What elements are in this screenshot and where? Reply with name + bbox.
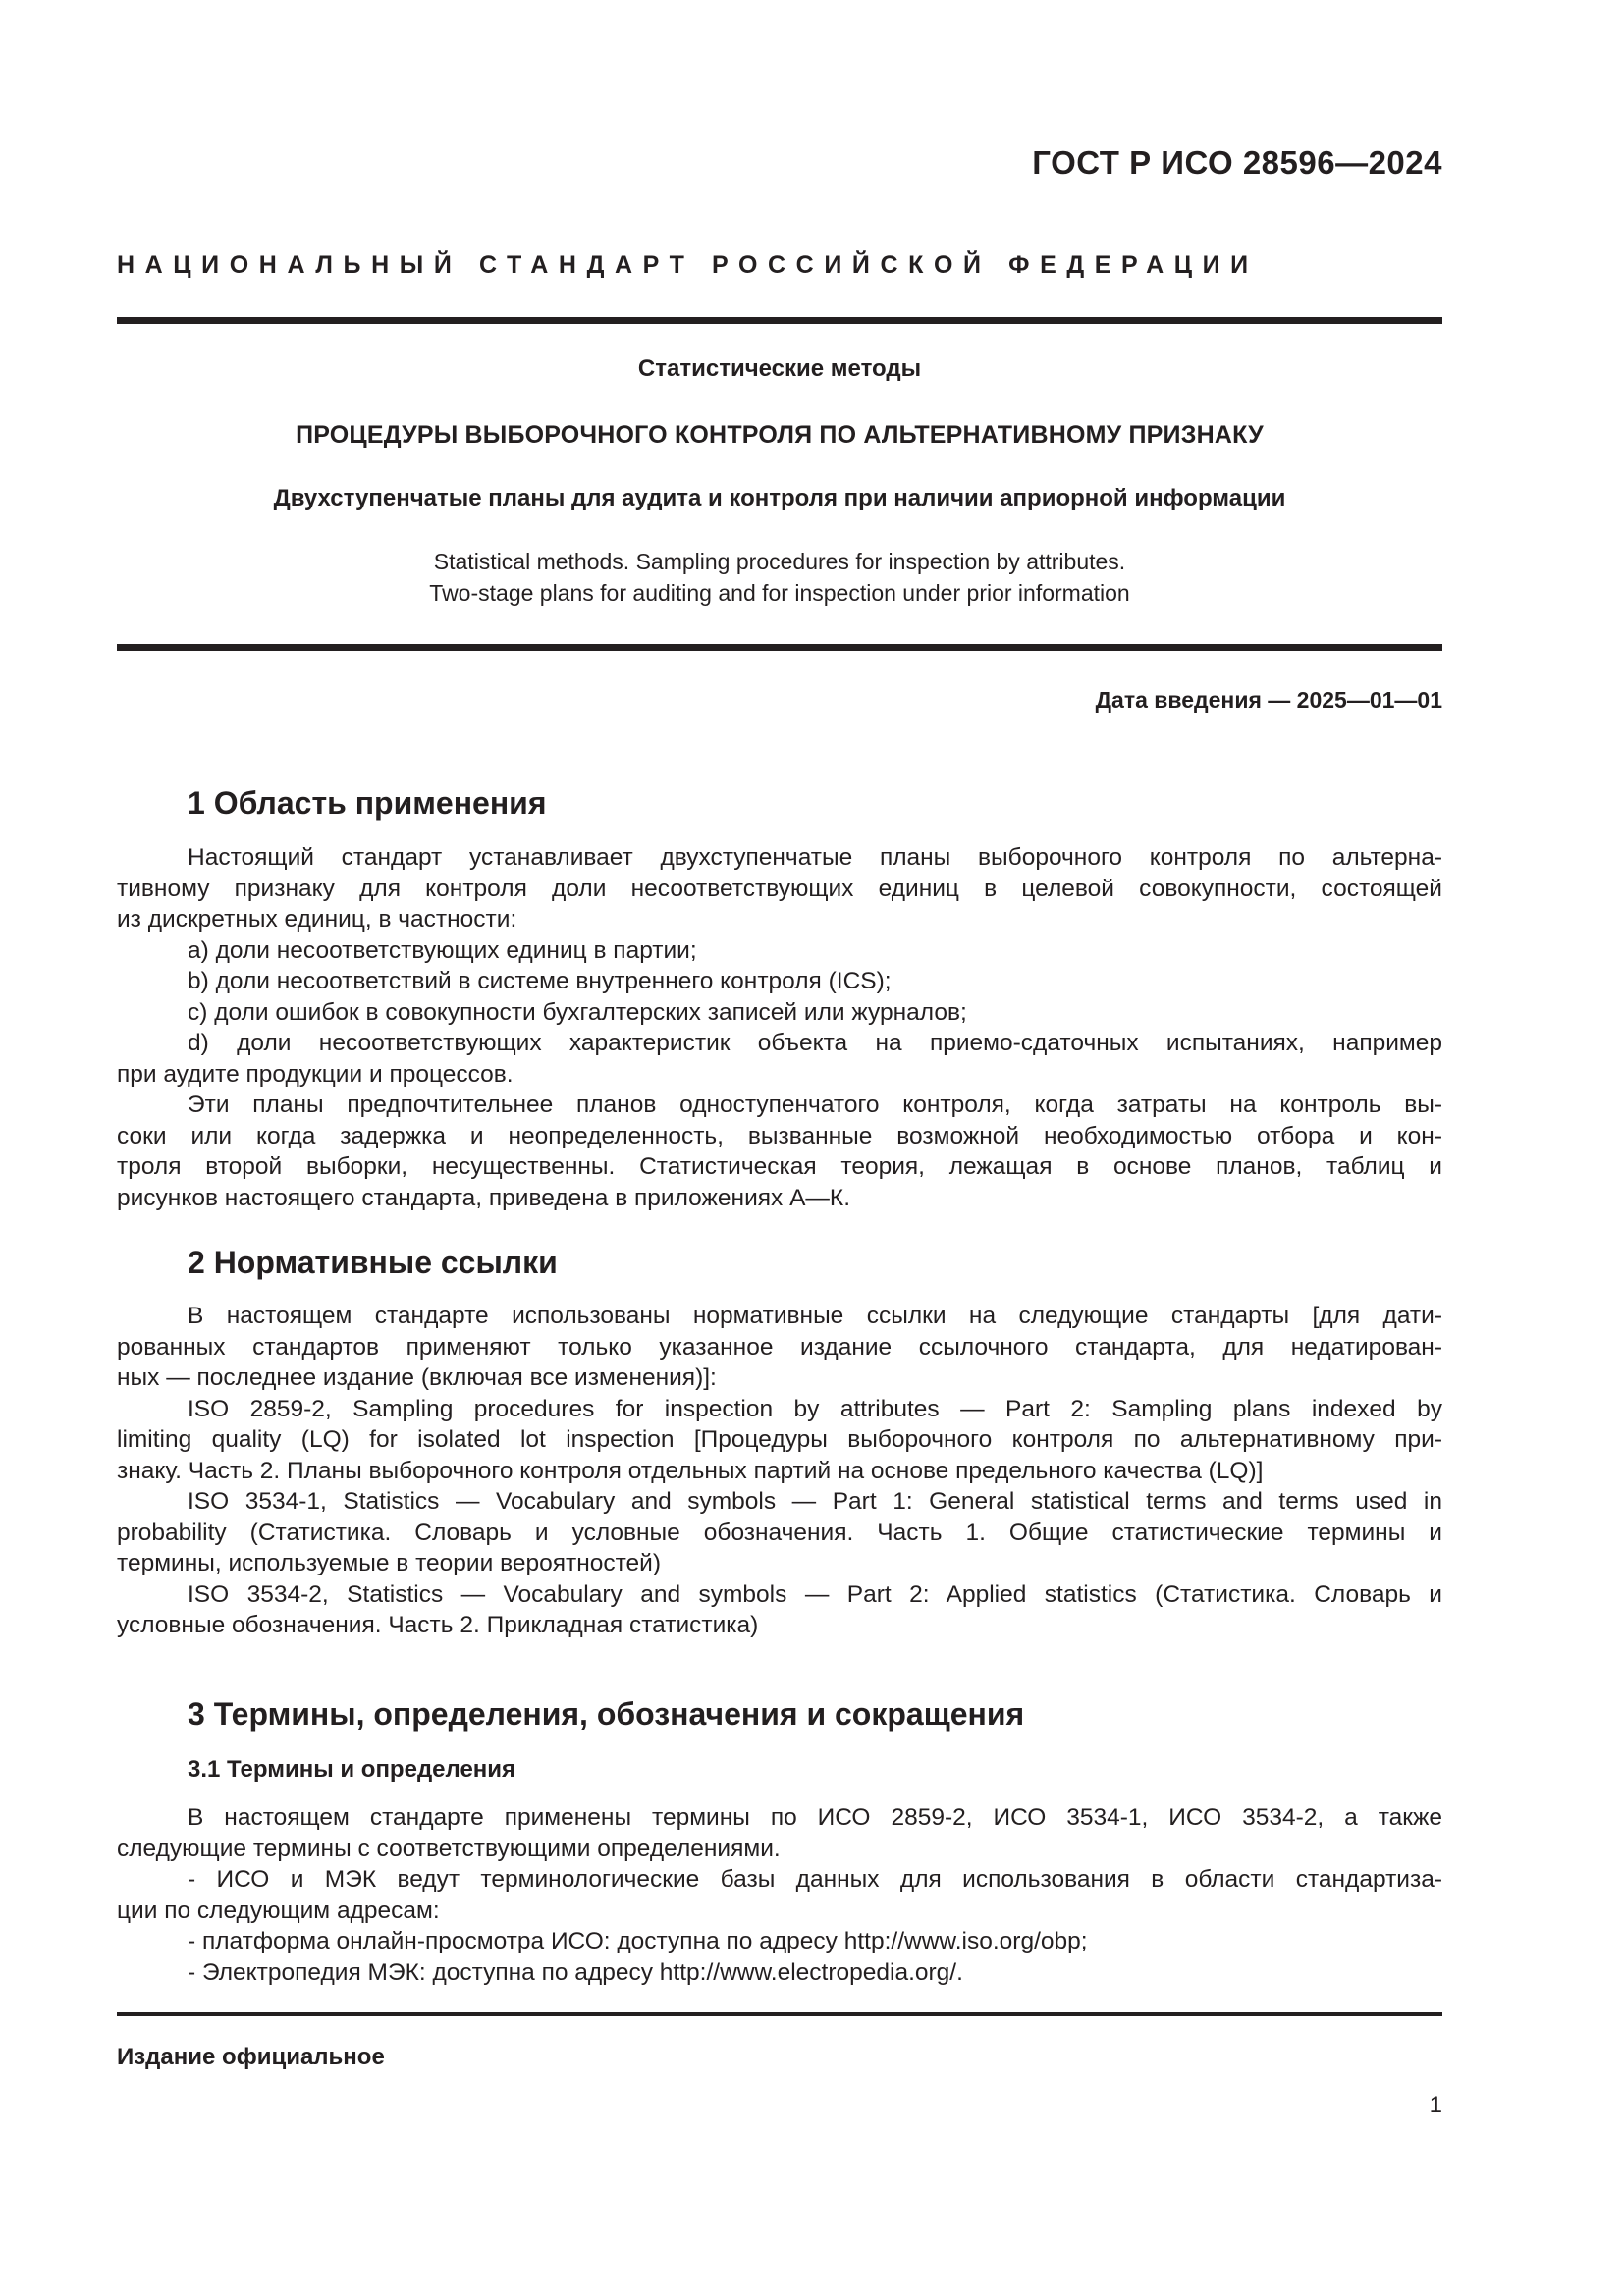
section-1-body [117,842,1442,1213]
section-2-body [117,1301,1442,1641]
text-line: следующие термины с соответствующими определениями. [117,1835,781,1862]
title-english-line: Two-stage plans for auditing and for inspection under prior information [429,580,1130,606]
text-line: тивному признаку для контроля доли несоответствующих единиц в целевой совокупности, состоящей [117,875,1442,902]
text-line: ции по следующим адресам: [117,1896,440,1924]
title-main: ПРОЦЕДУРЫ ВЫБОРОЧНОГО КОНТРОЛЯ ПО АЛЬТЕРНАТИВНОМУ ПРИЗНАКУ [296,421,1264,449]
text-line: из дискретных единиц, в частности: [117,906,517,933]
text-line: ных — последнее издание (включая все изменения)]: [117,1364,717,1391]
text-line: при аудите продукции и процессов. [117,1060,514,1088]
text-line: рисунков настоящего стандарта, приведена в приложениях А—К. [117,1184,850,1211]
title-english-line: Statistical methods. Sampling procedures for inspection by attributes. [433,549,1126,574]
text-line: В настоящем стандарте использованы нормативные ссылки на следующие стандарты [для дати- [188,1303,1442,1329]
section-3-body [117,1802,1442,1988]
title-group: Статистические методы [637,355,922,382]
text-line: Настоящий стандарт устанавливает двухступенчатые планы выборочного контроля по альтерна- [188,844,1442,871]
top-divider [117,317,1442,324]
subsection-3-1-heading: 3.1 Термины и определения [188,1756,516,1783]
reference-line: термины, используемые в теории вероятностей) [117,1550,662,1576]
reference-line: probability (Статистика. Словарь и условные обозначения. Часть 1. Общие статистические термины и [117,1519,1442,1546]
list-item: c) доли ошибок в совокупности бухгалтерских записей или журналов; [188,998,967,1026]
section-3-heading: 3 Термины, определения, обозначения и сокращения [188,1696,1025,1732]
introduction-date: Дата введения — 2025—01—01 [1095,687,1442,713]
reference-line: ISO 3534-2, Statistics — Vocabulary and symbols — Part 2: Applied statistics (Статистика. Словарь и [188,1580,1442,1608]
footer-divider [117,2012,1442,2016]
list-item: a) доли несоответствующих единиц в партии; [188,936,697,964]
text-line: соки или когда задержка и неопределенность, вызванные возможной необходимостью отбора и кон- [117,1122,1442,1149]
list-item: b) доли несоответствий в системе внутреннего контроля (ICS); [188,968,892,994]
text-line: В настоящем стандарте применены термины по ИСО 2859-2, ИСО 3534-1, ИСО 3534-2, а также [188,1804,1442,1831]
reference-line: ISO 2859-2, Sampling procedures for inspection by attributes — Part 2: Sampling plans indexed by [188,1395,1442,1422]
edition-label: Издание официальное [117,2044,385,2070]
section-1-heading: 1 Область применения [188,785,547,821]
reference-line: limiting quality (LQ) for isolated lot inspection [Процедуры выборочного контроля по альтернативному при- [117,1426,1442,1453]
list-item: - Электропедия МЭК: доступна по адресу http://www.electropedia.org/. [188,1958,963,1986]
text-line: троля второй выборки, несущественны. Статистическая теория, лежащая в основе планов, таблиц и [117,1153,1442,1180]
reference-line: условные обозначения. Часть 2. Прикладная статистика) [117,1612,759,1638]
title-subtitle: Двухступенчатые планы для аудита и контроля при наличии априорной информации [273,485,1286,511]
reference-line: ISO 3534-1, Statistics — Vocabulary and symbols — Part 1: General statistical terms and terms used in [188,1488,1442,1515]
national-standard-banner: НАЦИОНАЛЬНЫЙ СТАНДАРТ РОССИЙСКОЙ ФЕДЕРАЦИИ [117,251,1259,279]
text-line: Эти планы предпочтительнее планов одноступенчатого контроля, когда затраты на контроль вы- [188,1092,1442,1118]
gost-number: ГОСТ Р ИСО 28596—2024 [1032,144,1442,181]
list-item: d) доли несоответствующих характеристик объекта на приемо-сдаточных испытаниях, например [188,1030,1442,1056]
title-divider [117,644,1442,651]
text-line: рованных стандартов применяют только указанное издание ссылочного стандарта, для недатирован- [117,1333,1442,1361]
text-line: - ИСО и МЭК ведут терминологические базы данных для использования в области стандартиза- [188,1866,1442,1893]
page-number: 1 [1429,2092,1442,2118]
title-english [117,546,1442,609]
list-item: - платформа онлайн-просмотра ИСО: доступна по адресу http://www.iso.org/obp; [188,1928,1088,1954]
reference-line: знаку. Часть 2. Планы выборочного контроля отдельных партий на основе предельного качества (LQ)] [117,1457,1264,1484]
section-2-heading: 2 Нормативные ссылки [188,1245,558,1280]
